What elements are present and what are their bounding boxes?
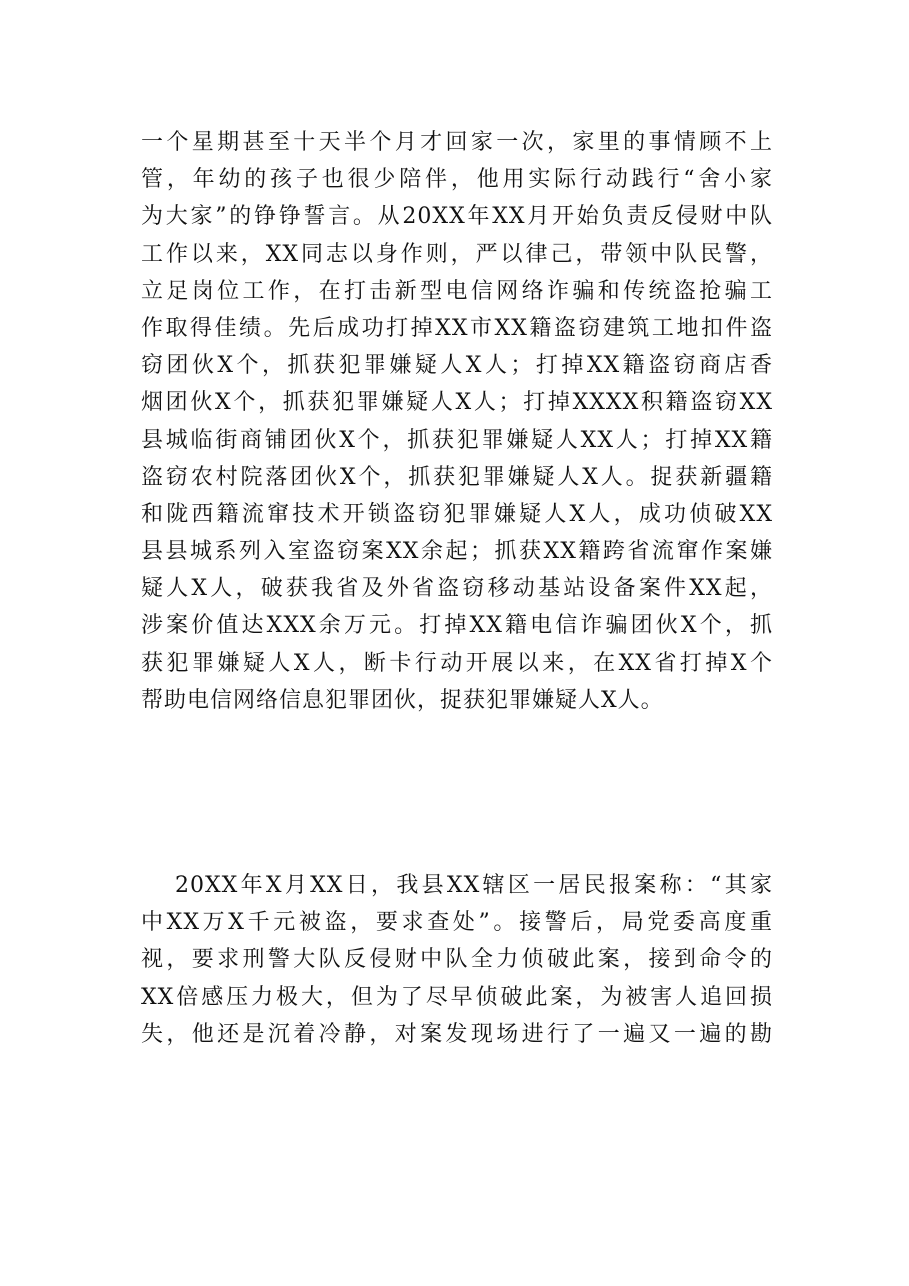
text-line: 烟团伙X个，抓获犯罪嫌疑人X人；打掉XXXX积籍盗窃XX (141, 390, 773, 416)
text-line: 为大家”的铮铮誓言。从20XX年XX月开始负责反侵财中队 (141, 204, 773, 230)
text-line: 20XX年X月XX日，我县XX辖区一居民报案称：“其家 (175, 873, 773, 898)
text-line: 立足岗位工作，在打击新型电信网络诈骗和传统盗抢骗工 (141, 278, 773, 304)
text-line: 涉案价值达XXX余万元。打掉XX籍电信诈骗团伙X个，抓 (141, 613, 773, 639)
text-line: 县城临街商铺团伙X个，抓获犯罪嫌疑人XX人；打掉XX籍 (141, 427, 773, 453)
text-line: 中XX万X千元被盗，要求查处”。接警后，局党委高度重 (141, 910, 773, 936)
text-line: XX倍感压力极大，但为了尽早侦破此案，为被害人追回损 (141, 984, 773, 1010)
text-line: 获犯罪嫌疑人X人，断卡行动开展以来，在XX省打掉X个 (141, 650, 773, 676)
text-line: 管，年幼的孩子也很少陪伴，他用实际行动践行“舍小家 (141, 167, 773, 193)
text-line: 疑人X人，破获我省及外省盗窃移动基站设备案件XX起， (141, 576, 773, 602)
text-line: 窃团伙X个，抓获犯罪嫌疑人X人；打掉XX籍盗窃商店香 (141, 353, 773, 379)
text-line: 作取得佳绩。先后成功打掉XX市XX籍盗窃建筑工地扣件盗 (141, 315, 773, 341)
paragraph-1 (141, 124, 773, 719)
text-line: 帮助电信网络信息犯罪团伙，捉获犯罪嫌疑人X人。 (141, 687, 664, 713)
paragraph-2 (141, 867, 773, 1053)
text-line: 工作以来，XX同志以身作则，严以律己，带领中队民警， (141, 241, 773, 267)
text-line: 一个星期甚至十天半个月才回家一次，家里的事情顾不上 (141, 130, 773, 155)
text-line: 视，要求刑警大队反侵财中队全力侦破此案，接到命令的 (141, 947, 773, 973)
text-line: 失，他还是沉着冷静，对案发现场进行了一遍又一遍的勘 (141, 1021, 773, 1047)
text-line: 和陇西籍流窜技术开锁盗窃犯罪嫌疑人X人，成功侦破XX (141, 501, 773, 527)
text-line: 盗窃农村院落团伙X个，抓获犯罪嫌疑人X人。捉获新疆籍 (141, 464, 773, 490)
text-line: 县县城系列入室盗窃案XX余起；抓获XX籍跨省流窜作案嫌 (141, 539, 773, 565)
